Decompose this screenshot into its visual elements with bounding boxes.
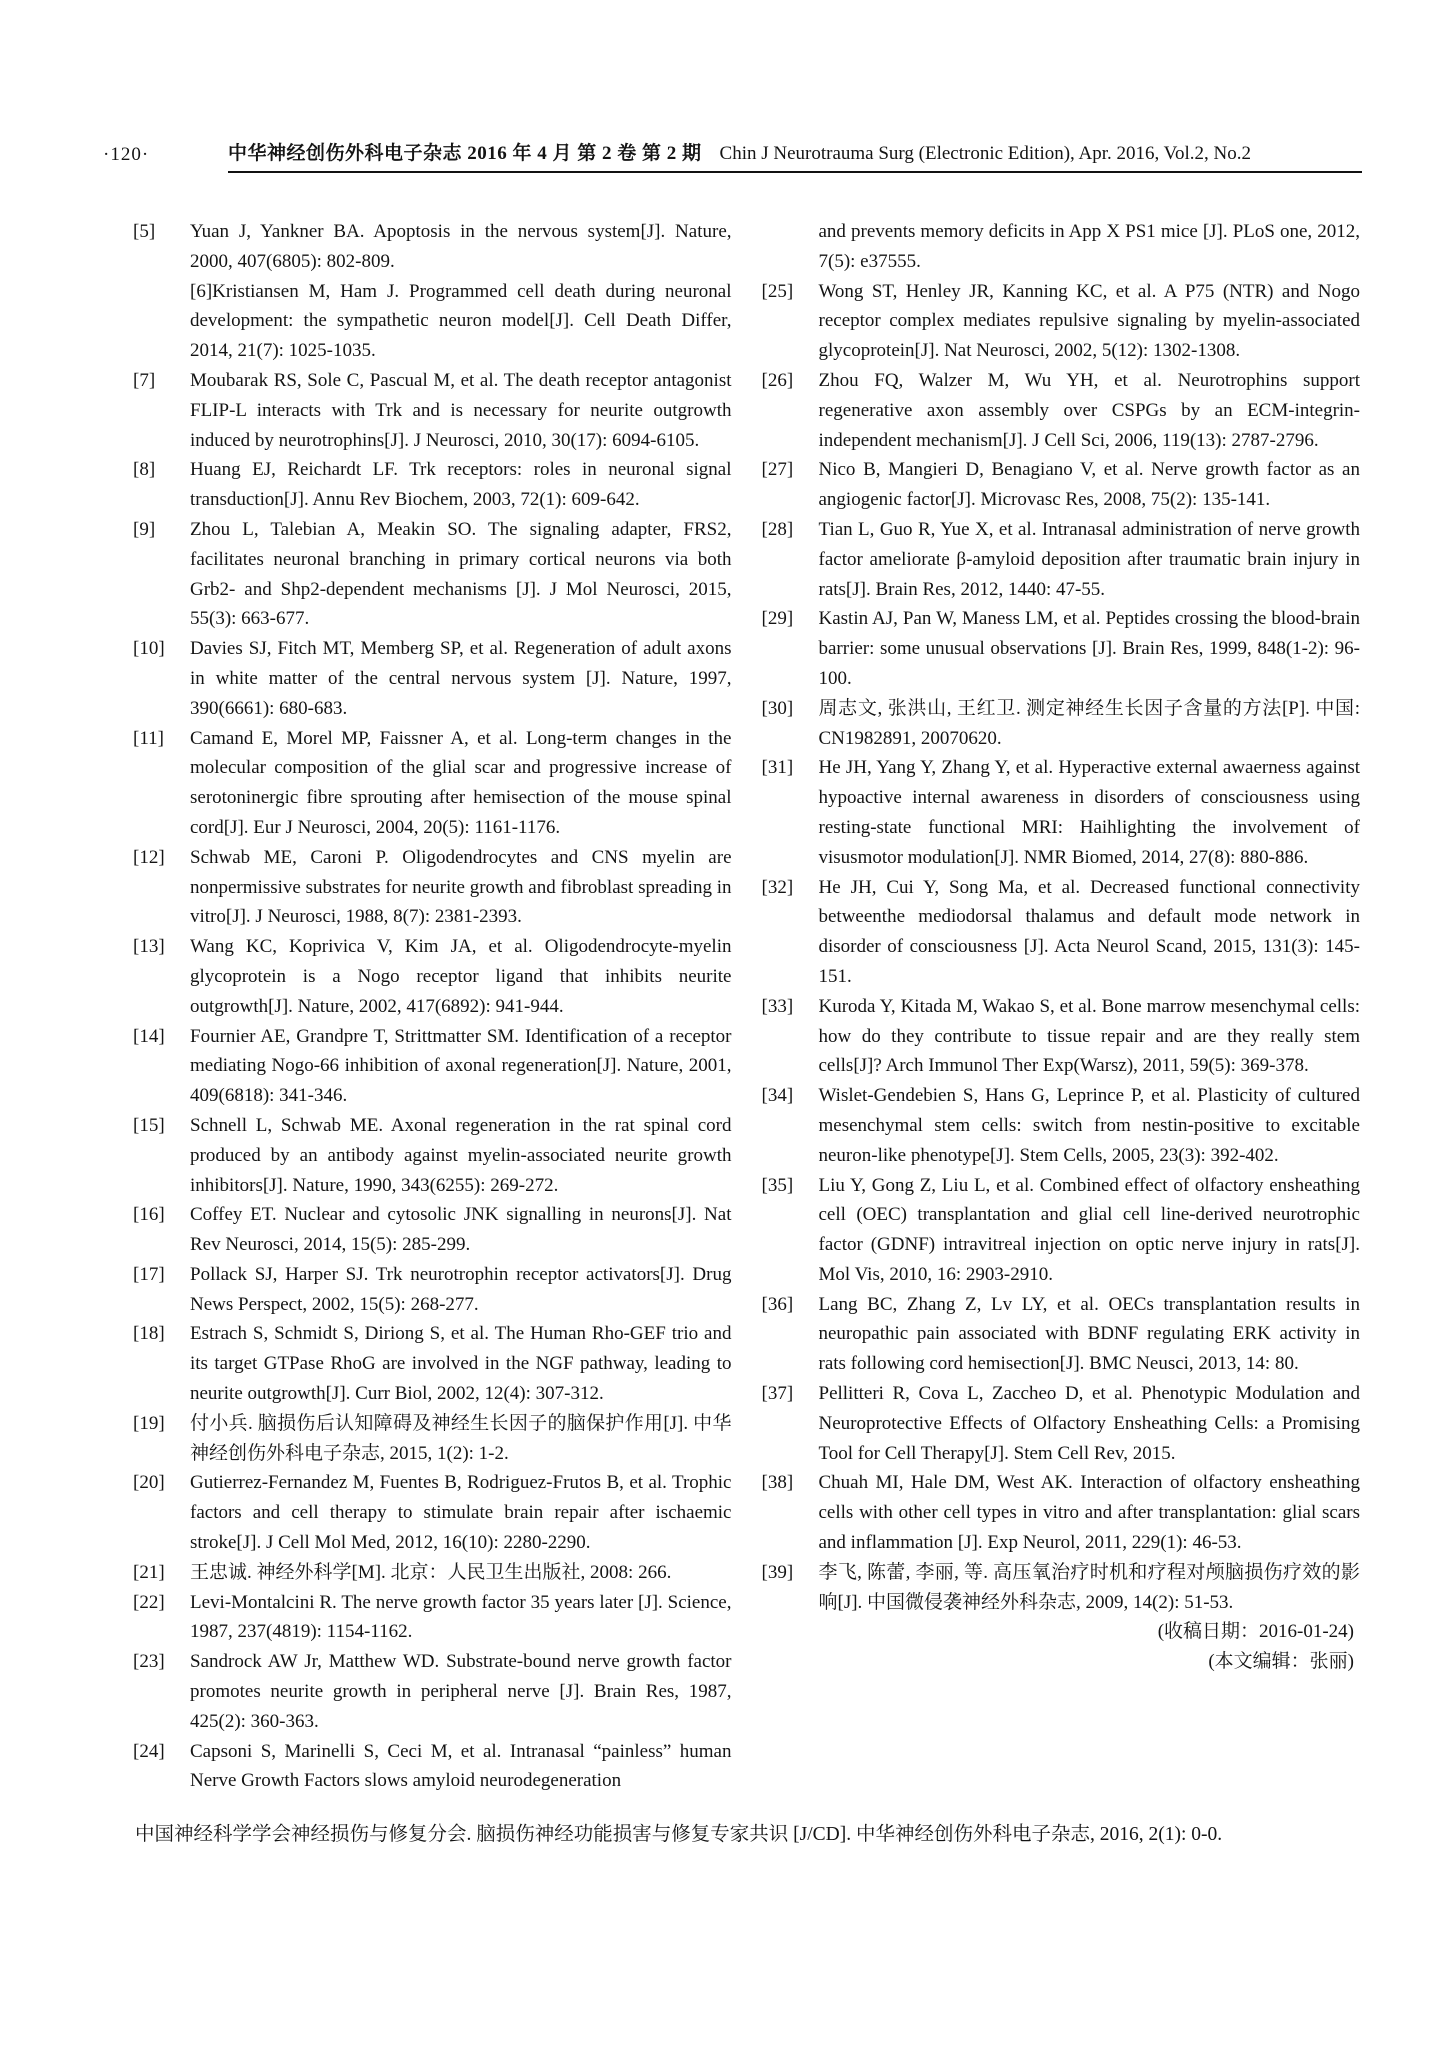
reference-text: Fournier AE, Grandpre T, Strittmatter SM. Identification of a receptor mediating Nogo-66 inhibition of axonal regeneration[J]. Nature, 2001, 409(6818): 341-346. [190, 1025, 732, 1107]
reference-text: 付小兵. 脑损伤后认知障碍及神经生长因子的脑保护作用[J]. 中华神经创伤外科电子杂志, 2015, 1(2): 1-2. [190, 1412, 732, 1464]
reference-text: Wang KC, Koprivica V, Kim JA, et al. Oligodendrocyte-myelin glycoprotein is a Nogo receptor ligand that inhibits neurite outgrowth[J]. Nature, 2002, 417(6892): 941-944. [190, 936, 732, 1017]
reference-columns [0, 217, 1452, 1796]
reference-item [133, 843, 732, 932]
reference-text: 周志文, 张洪山, 王红卫. 测定神经生长因子含量的方法[P]. 中国: CN1982891, 20070620. [818, 697, 1360, 749]
reference-item [762, 1468, 1361, 1557]
reference-item [762, 992, 1361, 1081]
reference-item [133, 1468, 732, 1557]
reference-item [762, 1081, 1361, 1170]
reference-number: [32] [761, 876, 794, 898]
reference-number: [8] [133, 459, 156, 481]
reference-number: [19] [133, 1412, 165, 1434]
reference-number: [29] [761, 608, 794, 630]
reference-item [762, 455, 1361, 515]
reference-number: [14] [133, 1025, 165, 1047]
reference-text: Kastin AJ, Pan W, Maness LM, et al. Peptides crossing the blood-brain barrier: some unusual observations [J]. Brain Res, 1999, 848(1-2): 96-100. [818, 608, 1360, 689]
reference-item [133, 455, 732, 515]
editor-note: (本文编辑：张丽) [1208, 1651, 1354, 1673]
reference-text: Pollack SJ, Harper SJ. Trk neurotrophin receptor activators[J]. Drug News Perspect, 2002, 15(5): 268-277. [190, 1263, 732, 1315]
reference-number: [21] [133, 1561, 165, 1583]
reference-text: Coffey ET. Nuclear and cytosolic JNK signalling in neurons[J]. Nat Rev Neurosci, 2014, 15(5): 285-299. [190, 1204, 732, 1256]
reference-number: [26] [761, 369, 794, 391]
page-number: ·120· [103, 144, 150, 165]
reference-item [762, 1171, 1361, 1290]
reference-item [762, 873, 1361, 992]
reference-text: Schwab ME, Caroni P. Oligodendrocytes and CNS myelin are nonpermissive substrates for neurite growth and fibroblast spreading in vitro[J]. J Neurosci, 1988, 8(7): 2381-2393. [190, 846, 732, 928]
reference-item [762, 515, 1361, 604]
reference-text: Capsoni S, Marinelli S, Ceci M, et al. Intranasal “painless” human Nerve Growth Factors slows amyloid neurodegeneration [190, 1740, 732, 1792]
reference-item [133, 1558, 732, 1588]
references-right-list [762, 217, 1361, 1617]
reference-number: [28] [761, 518, 794, 540]
reference-item [133, 366, 732, 455]
reference-text: Estrach S, Schmidt S, Diriong S, et al. The Human Rho-GEF trio and its target GTPase RhoG are involved in the NGF pathway, leading to neurite outgrowth[J]. Curr Biol, 2002, 12(4): 307-312. [190, 1323, 732, 1405]
reference-number: [7] [133, 369, 156, 391]
reference-number: [16] [133, 1204, 165, 1226]
reference-text: and prevents memory deficits in App X PS1 mice [J]. PLoS one, 2012, 7(5): e37555. [818, 221, 1360, 272]
reference-item [762, 1290, 1361, 1379]
references-left-column [133, 217, 732, 1796]
reference-number: [31] [761, 757, 794, 779]
journal-title [228, 138, 1362, 173]
reference-number: [5] [133, 221, 156, 242]
reference-number: [30] [761, 697, 794, 719]
reference-text: Schnell L, Schwab ME. Axonal regeneration in the rat spinal cord produced by an antibody against myelin-associated neurite growth inhibitors[J]. Nature, 1990, 343(6255): 269-272. [190, 1114, 732, 1196]
reference-text: Nico B, Mangieri D, Benagiano V, et al. Nerve growth factor as an angiogenic factor[J]. Microvasc Res, 2008, 75(2): 135-141. [818, 459, 1360, 511]
reference-text: Pellitteri R, Cova L, Zaccheo D, et al. Phenotypic Modulation and Neuroprotective Effects of Olfactory Ensheathing Cells: a Promising Tool for Cell Therapy[J]. Stem Cell Rev, 2015. [818, 1383, 1360, 1464]
reference-text: Chuah MI, Hale DM, West AK. Interaction of olfactory ensheathing cells with other cell types in vitro and after transplantation: glial scars and inflammation [J]. Exp Neurol, 2011, 229(1): 46-53. [818, 1472, 1360, 1554]
reference-text: Wislet-Gendebien S, Hans G, Leprince P, et al. Plasticity of cultured mesenchymal stem cells: switch from nestin-positive to excitable neuron-like phenotype[J]. Stem Cells, 2005, 23(3): 392-402. [818, 1085, 1360, 1166]
received-date: (收稿日期：2016-01-24) [1157, 1621, 1354, 1643]
reference-text: He JH, Cui Y, Song Ma, et al. Decreased functional connectivity betweenthe mediodorsal thalamus and default mode network in disorder of consciousness [J]. Acta Neurol Scand, 2015, 131(3): 145-151. [818, 876, 1360, 987]
reference-text: Tian L, Guo R, Yue X, et al. Intranasal administration of nerve growth factor ameliorate β-amyloid deposition after traumatic brain injury in rats[J]. Brain Res, 2012, 1440: 47-55. [818, 518, 1360, 600]
references-right-column [762, 217, 1361, 1796]
reference-number: [15] [133, 1114, 165, 1136]
reference-item [133, 1319, 732, 1408]
reference-text: Huang EJ, Reichardt LF. Trk receptors: roles in neuronal signal transduction[J]. Annu Rev Biochem, 2003, 72(1): 609-642. [190, 459, 732, 511]
reference-item [762, 1379, 1361, 1468]
reference-text: He JH, Yang Y, Zhang Y, et al. Hyperactive external awaerness against hypoactive internal awareness in disorders of consciousness using resting-state functional MRI: Haihlighting the involvement of visusmotor modulation[J]. NMR Biomed, 2014, 27(8): 880-886. [818, 757, 1360, 868]
reference-item [133, 1022, 732, 1111]
reference-item [133, 724, 732, 843]
journal-title-en: Chin J Neurotrauma Surg (Electronic Edition), Apr. 2016, Vol.2, No.2 [719, 143, 1251, 164]
reference-item [762, 694, 1361, 754]
reference-text: Lang BC, Zhang Z, Lv LY, et al. OECs transplantation results in neuropathic pain associated with BDNF regulating ERK activity in rats following cord hemisection[J]. BMC Neusci, 2013, 14: 80. [818, 1293, 1360, 1375]
reference-number: [13] [133, 936, 165, 958]
reference-text: Davies SJ, Fitch MT, Memberg SP, et al. Regeneration of adult axons in white matter of the central nervous system [J]. Nature, 1997, 390(6661): 680-683. [190, 638, 732, 719]
footer-citation: 中国神经科学学会神经损伤与修复分会. 脑损伤神经功能损害与修复专家共识 [J/CD]. 中华神经创伤外科电子杂志, 2016, 2(1): 0-0. [135, 1824, 1223, 1846]
reference-item [133, 1737, 732, 1797]
reference-text: Liu Y, Gong Z, Liu L, et al. Combined effect of olfactory ensheathing cell (OEC) transplantation and glial cell line-derived neurotrophic factor (GDNF) intravitreal injection on optic nerve injury in rats[J]. Mol Vis, 2010, 16: 2903-2910. [818, 1174, 1360, 1285]
reference-item [133, 1260, 732, 1320]
reference-number: [23] [133, 1651, 165, 1673]
page-footer [0, 1812, 1452, 1858]
reference-number: [22] [133, 1591, 165, 1613]
reference-text: Yuan J, Yankner BA. Apoptosis in the nervous system[J]. Nature, 2000, 407(6805): 802-809. [6]Kristiansen M, Ham J. Programmed cell death during neuronal development: the sympathetic neuron model[J]. Cell Death Differ, 2014, 21(7): 1025-1035. [190, 221, 732, 362]
reference-text: Zhou FQ, Walzer M, Wu YH, et al. Neurotrophins support regenerative axon assembly over CSPGs by an ECM-integrin-independent mechanism[J]. J Cell Sci, 2006, 119(13): 2787-2796. [818, 369, 1360, 451]
reference-text: Wong ST, Henley JR, Kanning KC, et al. A P75 (NTR) and Nogo receptor complex mediates repulsive signaling by myelin-associated glycoprotein[J]. Nat Neurosci, 2002, 5(12): 1302-1308. [818, 280, 1360, 362]
reference-item [133, 932, 732, 1021]
reference-item [762, 277, 1361, 366]
reference-item [133, 515, 732, 634]
reference-text: Gutierrez-Fernandez M, Fuentes B, Rodriguez-Frutos B, et al. Trophic factors and cell therapy to stimulate brain repair after ischaemic stroke[J]. J Cell Mol Med, 2012, 16(10): 2280-2290. [190, 1472, 732, 1554]
reference-item [762, 604, 1361, 693]
reference-number [762, 217, 819, 277]
reference-text: Camand E, Morel MP, Faissner A, et al. Long-term changes in the molecular composition of the glial scar and progressive increase of serotoninergic fibre sprouting after hemisection of the mouse spinal cord[J]. Eur J Neurosci, 2004, 20(5): 1161-1176. [190, 727, 732, 838]
reference-text: Moubarak RS, Sole C, Pascual M, et al. The death receptor antagonist FLIP-L interacts with Trk and is necessary for neurite outgrowth induced by neurotrophins[J]. J Neurosci, 2010, 30(17): 6094-6105. [190, 369, 732, 451]
reference-text: Zhou L, Talebian A, Meakin SO. The signaling adapter, FRS2, facilitates neuronal branching in primary cortical neurons via both Grb2- and Shp2-dependent mechanisms [J]. J Mol Neurosci, 2015, 55(3): 663-677. [190, 518, 732, 630]
reference-number: [34] [761, 1085, 794, 1107]
reference-item [133, 1588, 732, 1648]
journal-title-cn: 中华神经创伤外科电子杂志 2016 年 4 月 第 2 卷 第 2 期 [228, 143, 702, 164]
reference-item [133, 1200, 732, 1260]
reference-number: [10] [133, 638, 165, 660]
reference-item [762, 366, 1361, 455]
reference-number: [33] [761, 995, 794, 1017]
reference-item [762, 753, 1361, 872]
reference-number: [9] [133, 518, 156, 540]
reference-item [133, 1111, 732, 1200]
reference-item [133, 217, 732, 366]
reference-number: [11] [133, 727, 164, 749]
reference-number: [37] [761, 1383, 794, 1405]
page-header [0, 138, 1452, 173]
reference-text: Sandrock AW Jr, Matthew WD. Substrate-bound nerve growth factor promotes neurite growth in peripheral nerve [J]. Brain Res, 1987, 425(2): 360-363. [190, 1651, 732, 1732]
reference-item [762, 217, 1361, 277]
reference-number: [20] [133, 1472, 165, 1494]
reference-item [133, 1409, 732, 1469]
reference-number: [17] [133, 1263, 165, 1285]
reference-number: [38] [761, 1472, 794, 1494]
reference-item [762, 1558, 1361, 1618]
reference-number: [12] [133, 846, 165, 868]
reference-number: [24] [133, 1740, 165, 1762]
reference-number: [25] [761, 280, 794, 302]
reference-text: 王忠诚. 神经外科学[M]. 北京：人民卫生出版社, 2008: 266. [190, 1561, 672, 1583]
reference-number: [18] [133, 1323, 165, 1345]
reference-number: [36] [761, 1293, 794, 1315]
reference-item [133, 1647, 732, 1736]
reference-number: [39] [761, 1561, 794, 1583]
reference-text: Kuroda Y, Kitada M, Wakao S, et al. Bone marrow mesenchymal cells: how do they contribute to tissue repair and are they really stem cells[J]? Arch Immunol Ther Exp(Warsz), 2011, 59(5): 369-378. [818, 995, 1360, 1077]
reference-number: [27] [761, 459, 794, 481]
reference-text: Levi-Montalcini R. The nerve growth factor 35 years later [J]. Science, 1987, 237(4819): 1154-1162. [190, 1591, 732, 1643]
reference-item [133, 634, 732, 723]
reference-number: [35] [761, 1174, 794, 1196]
reference-text: 李飞, 陈蕾, 李丽, 等. 高压氧治疗时机和疗程对颅脑损伤疗效的影响[J]. 中国微侵袭神经外科杂志, 2009, 14(2): 51-53. [818, 1561, 1360, 1613]
